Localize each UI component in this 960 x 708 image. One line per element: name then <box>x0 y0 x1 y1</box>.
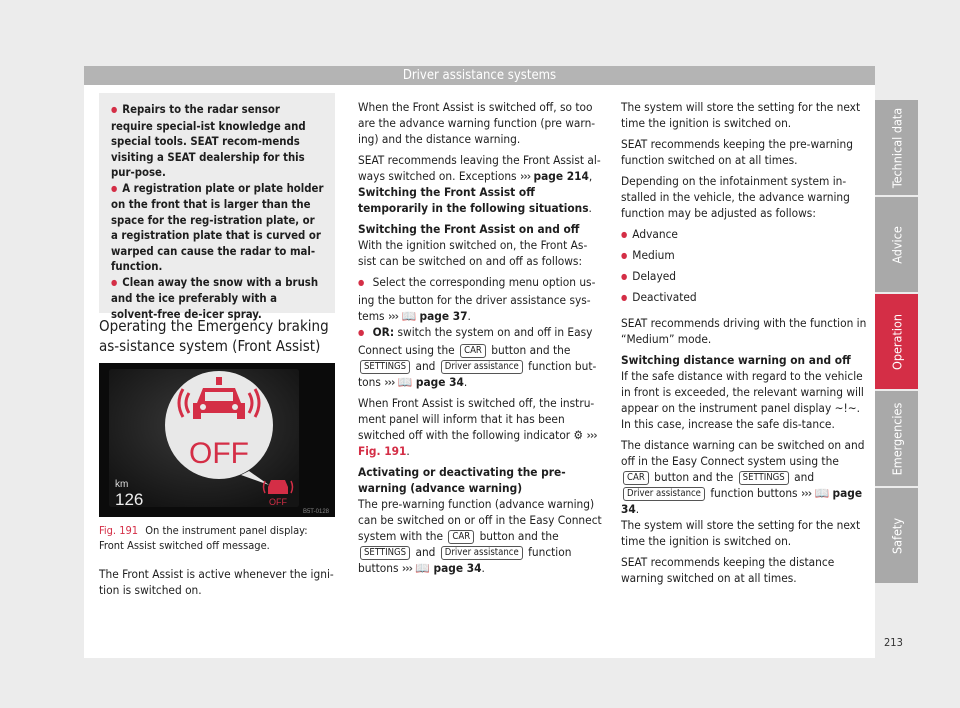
paragraph: The system will store the setting for the next time the ignition is switched on. <box>621 100 861 130</box>
front-assist-indicator-icon: ⚙ <box>573 428 584 442</box>
tab-emergencies[interactable]: Emergencies <box>875 391 918 486</box>
distance-warning-icon: ∼!∼ <box>834 401 857 415</box>
off-text: OFF <box>189 437 249 470</box>
section-heading: Operating the Emergency braking as-sistance system (Front Assist) <box>99 316 335 365</box>
odometer-value: 126 <box>115 490 144 509</box>
driver-assistance-key: Driver assistance <box>441 360 523 374</box>
arrow-icon: ››› <box>800 486 812 500</box>
paragraph: SEAT recommends keeping the pre-warning function switched on at all times. <box>621 137 853 167</box>
figure-label: Fig. 191 <box>99 524 139 537</box>
column-3 <box>621 99 867 591</box>
arrow-icon: ››› <box>586 428 597 442</box>
paragraph: If the safe distance with regard to the vehicle in front is exceeded, the relevant warning will appear on the instrument panel display ∼!∼. In this case, increase the safe dis-tance. <box>621 369 864 431</box>
driver-assistance-key: Driver assistance <box>623 487 705 501</box>
book-icon: 📖 <box>415 561 431 575</box>
arrow-icon: ››› <box>519 169 531 183</box>
car-key-icon: CAR <box>623 471 649 485</box>
paragraph: The pre-warning function (advance warning) can be switched on or off in the Easy Connect system with the CAR button and the SETTINGS and Driver assistance function buttons ››› 📖 page 34. <box>358 497 602 575</box>
subheading: Switching distance warning on and off <box>621 353 851 367</box>
paragraph: When Front Assist is switched off, the instru-ment panel will inform that it has been switched off with the following indicator ⚙ ››› Fig. 191. <box>358 396 597 458</box>
paragraph: With the ignition switched on, the Front As-sist can be switched on and off as follows: <box>358 238 588 268</box>
paragraph: SEAT recommends leaving the Front Assist al-ways switched on. Exceptions ››› page 214, Switching the Front Assist off temporarily in the following situations. <box>358 153 601 215</box>
figure-code: B5T-0128 <box>302 509 329 515</box>
option-item: ● Advance <box>621 226 867 244</box>
warning-item: ● A registration plate or plate holder on the front that is larger than the space for the reg-istration plate, or a registration plate that is curved or warped can cause the radar to mal-function. <box>111 181 325 275</box>
warning-box <box>99 93 335 321</box>
arrow-icon: ››› <box>401 561 413 575</box>
page-number: 213 <box>884 636 903 649</box>
small-off-text: OFF <box>269 497 287 507</box>
page-link[interactable]: page 34 <box>433 561 482 575</box>
paragraph: SEAT recommends keeping the distance warning switched on at all times. <box>621 555 835 585</box>
arrow-icon: ››› <box>387 309 399 323</box>
paragraph: When the Front Assist is switched off, so too are the advance warning function (pre warn-ing) and the distance warning. <box>358 100 596 146</box>
option-item: ● Deactivated <box>621 289 867 307</box>
column-1-tail <box>99 566 335 603</box>
book-icon: 📖 <box>814 486 830 500</box>
book-icon: 📖 <box>397 375 413 389</box>
paragraph: The system will store the setting for the next time the ignition is switched on. <box>621 518 861 548</box>
tab-advice[interactable]: Advice <box>875 197 918 292</box>
page-header: Driver assistance systems <box>84 66 875 85</box>
intro-paragraph: The Front Assist is active whenever the igni-tion is switched on. <box>99 567 334 597</box>
page-link[interactable]: page 214 <box>533 169 589 183</box>
page-link[interactable]: page 37 <box>419 309 468 323</box>
paragraph: The distance warning can be switched on and off in the Easy Connect system using the CAR button and the SETTINGS and Driver assistance function buttons ››› 📖 page 34. <box>621 438 865 516</box>
warning-item: ● Repairs to the radar sensor require special-ist knowledge and special tools. SEAT recom-mends visiting a SEAT dealership for this pur-pose. <box>111 102 325 181</box>
arrow-icon: ››› <box>384 375 395 389</box>
subheading: Switching the Front Assist on and off <box>358 222 580 236</box>
column-2 <box>358 99 604 581</box>
settings-key: SETTINGS <box>360 360 410 374</box>
page-link[interactable]: page 34 <box>415 375 464 389</box>
tab-safety[interactable]: Safety <box>875 488 918 583</box>
option-item: ● Medium <box>621 247 867 265</box>
bullet-item: ● Select the corresponding menu option us-ing the button for the driver assistance sys-tems ››› 📖 page 37. <box>358 274 604 324</box>
settings-key: SETTINGS <box>739 471 789 485</box>
tab-operation[interactable]: Operation <box>875 294 918 389</box>
driver-assistance-key: Driver assistance <box>441 546 523 560</box>
instrument-display-illustration <box>99 363 335 517</box>
paragraph: Depending on the infotainment system in-stalled in the vehicle, the advance warning function may be adjusted as follows: <box>621 174 850 220</box>
tab-technical-data[interactable]: Technical data <box>875 100 918 195</box>
car-key-icon: CAR <box>460 344 486 358</box>
manual-page <box>84 66 875 658</box>
warning-item: ● Clean away the snow with a brush and the ice preferably with a solvent-free de-icer spray. <box>111 275 325 323</box>
option-item: ● Delayed <box>621 268 867 286</box>
figure-link[interactable]: Fig. 191 <box>358 444 407 458</box>
settings-key: SETTINGS <box>360 546 410 560</box>
book-icon: 📖 <box>401 309 417 323</box>
figure-caption <box>99 523 335 553</box>
car-key-icon: CAR <box>448 530 474 544</box>
odometer-unit: km <box>115 479 129 490</box>
subheading: Activating or deactivating the pre-warning (advance warning) <box>358 465 566 495</box>
paragraph: SEAT recommends driving with the function in “Medium” mode. <box>621 316 867 346</box>
page-link[interactable]: page 34 <box>621 486 863 516</box>
instrument-panel-figure <box>99 363 335 517</box>
caption-text: On the instrument panel display: Front Assist switched off message. <box>99 524 308 552</box>
bullet-item: ● OR: switch the system on and off in Easy Connect using the CAR button and the SETTINGS and Driver assistance function but-tons ››› 📖 page 34. <box>358 324 604 390</box>
